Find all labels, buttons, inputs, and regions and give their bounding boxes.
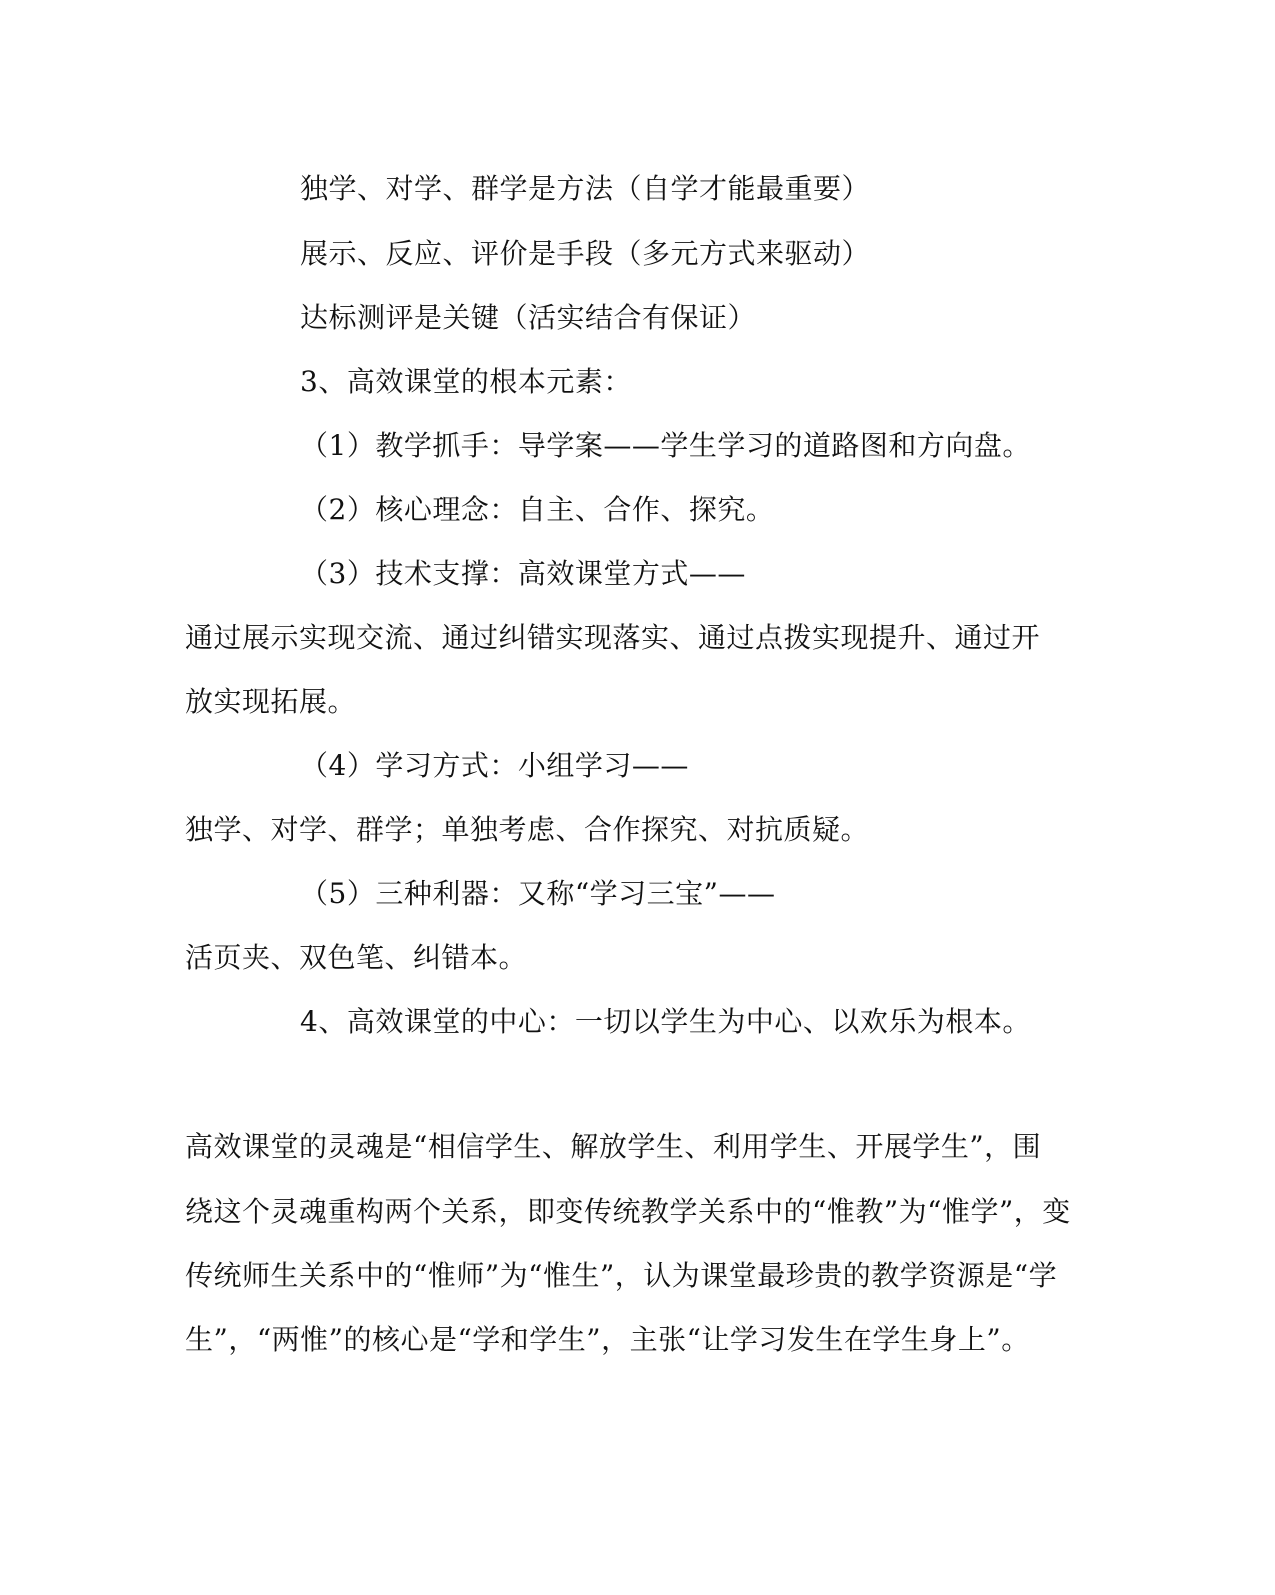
list-item-4-continuation: 独学、对学、群学；单独考虑、合作探究、对抗质疑。 [185,813,870,846]
list-item-2: （2）核心理念：自主、合作、探究。 [300,493,775,526]
list-item-3-continuation-end: 放实现拓展。 [185,685,357,718]
text-line-means: 展示、反应、评价是手段（多元方式来驱动） [300,237,871,270]
paragraph-soul-line-4: 生”，“两惟”的核心是“学和学生”，主张“让学习发生在学生身上”。 [185,1323,1030,1356]
paragraph-soul-line-2: 绕这个灵魂重构两个关系，即变传统教学关系中的“惟教”为“惟学”，变 [185,1195,1071,1228]
list-item-5-continuation: 活页夹、双色笔、纠错本。 [185,941,528,974]
text-line-key: 达标测评是关键（活实结合有保证） [300,301,757,334]
paragraph-soul-line-1: 高效课堂的灵魂是“相信学生、解放学生、利用学生、开展学生”，围 [185,1130,1042,1163]
text-line-methods: 独学、对学、群学是方法（自学才能最重要） [300,172,871,205]
list-item-5: （5）三种利器：又称“学习三宝”—— [300,877,776,910]
section-heading-3: 3、高效课堂的根本元素： [300,365,632,398]
list-item-4: （4）学习方式：小组学习—— [300,749,689,782]
list-item-1: （1）教学抓手：导学案——学生学习的道路图和方向盘。 [300,429,1031,462]
section-heading-4: 4、高效课堂的中心：一切以学生为中心、以欢乐为根本。 [300,1005,1031,1038]
list-item-3: （3）技术支撑：高效课堂方式—— [300,557,746,590]
list-item-3-continuation: 通过展示实现交流、通过纠错实现落实、通过点拨实现提升、通过开 [185,621,1041,654]
paragraph-soul-line-3: 传统师生关系中的“惟师”为“惟生”，认为课堂最珍贵的教学资源是“学 [185,1259,1058,1292]
